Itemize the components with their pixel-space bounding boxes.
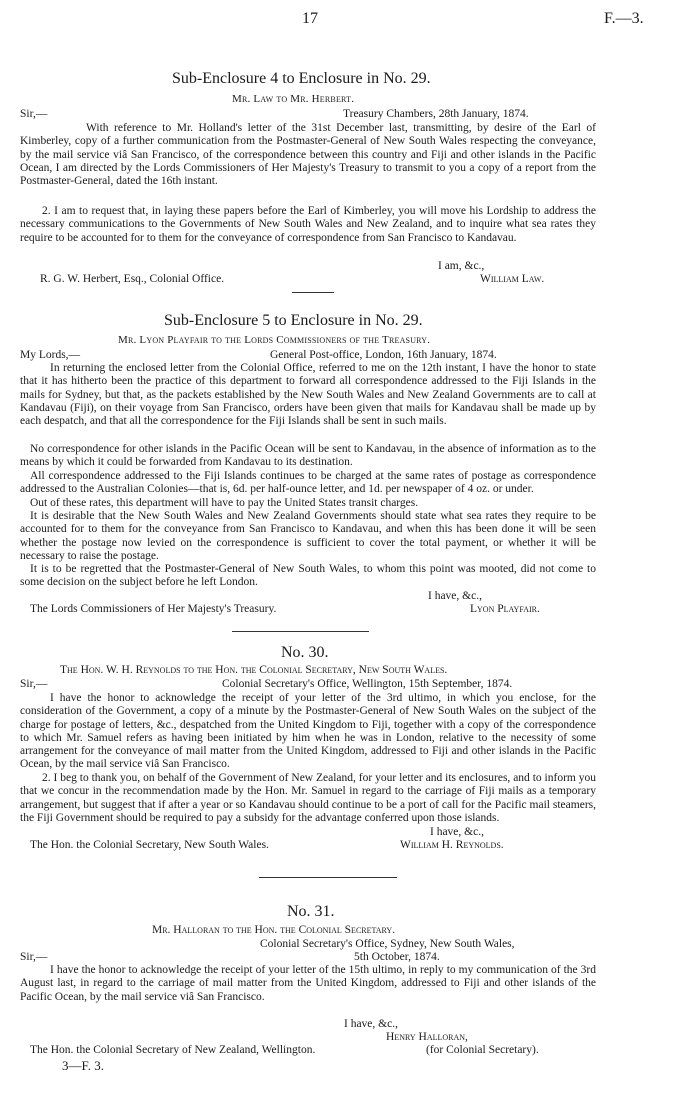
enc5-place-date: General Post-office, London, 16th January, 1874. [270, 349, 497, 361]
enc5-paragraph-2: No correspondence for other islands in the Pacific Ocean will be sent to Kandavau, in the absence of information as to the means by which it could be forwarded from Kandavau to its destination. [20, 443, 596, 469]
page-number: 17 [302, 10, 318, 27]
section-divider [259, 877, 397, 878]
enc4-closing: I am, &c., [438, 260, 485, 272]
no30-place-date: Colonial Secretary's Office, Wellington, 15th September, 1874. [222, 678, 513, 690]
no31-salutation: Sir,— [20, 951, 48, 963]
enc5-paragraph-1: In returning the enclosed letter from the Colonial Office, referred to me on the 12th instant, I have the honor to state that it has hitherto been the practice of this department to forward all correspondence addressed to the Fiji Islands in the mails for Sydney, but that, as the packets established by the New South Wales and New Zealand Governments are to call at Kandavau (Fiji), on their voyage from San Francisco, orders have been given that mails for Kandavau shall be made up by each despatch, and that all the correspondence for the Fiji Islands shall be sent in such mails. [20, 362, 596, 428]
enc4-paragraph-2: 2. I am to request that, in laying these papers before the Earl of Kimberley, you will move his Lordship to address the necessary communications to the Governments of New South Wales and New Zealand, and to inquire what sea rates they require to be accounted for to them for the conveyance of correspondence from San Francisco to Kandavau. [20, 205, 596, 244]
enc5-closing: I have, &c., [428, 590, 482, 602]
enc5-addressee: The Lords Commissioners of Her Majesty's Treasury. [30, 603, 277, 615]
enc4-paragraph-1: With reference to Mr. Holland's letter of the 31st December last, transmitting, by desire of the Earl of Kimberley, copy of a further communication from the Postmaster-General of New South Wales respecting the conveyance, by the mail service viâ San Francisco, of the correspondence between this country and Fiji and other islands in the Pacific Ocean, I am directed by the Lords Commissioners of Her Majesty's Treasury to transmit to you a copy of a report from the Postmaster-General, dated the 16th instant. [20, 122, 596, 188]
no30-closing: I have, &c., [430, 826, 484, 838]
no31-paragraph-1: I have the honor to acknowledge the receipt of your letter of the 15th ultimo, in reply to my communication of the 3rd August last, in regard to the carriage of mail matter from the United Kingdom, addressed to Fiji and other islands of the Pacific Ocean, by the mail service viâ San Francisco. [20, 964, 596, 1003]
enc4-subtitle: Mr. Law to Mr. Herbert. [232, 93, 355, 105]
sheet-mark: 3—F. 3. [62, 1058, 104, 1073]
no30-title: No. 30. [281, 644, 329, 661]
no31-date: 5th October, 1874. [354, 951, 440, 963]
no31-closing: I have, &c., [344, 1018, 398, 1030]
no31-subtitle: Mr. Halloran to the Hon. the Colonial Secretary. [152, 924, 396, 936]
enc4-salutation: Sir,— [20, 108, 48, 120]
no31-signature: Henry Halloran, [386, 1031, 468, 1043]
no30-signature: William H. Reynolds. [400, 839, 504, 851]
no30-salutation: Sir,— [20, 678, 48, 690]
no31-place: Colonial Secretary's Office, Sydney, New South Wales, [260, 938, 515, 950]
enc5-salutation: My Lords,— [20, 349, 81, 361]
enc5-paragraph-5: It is desirable that the New South Wales and New Zealand Governments should state what sea rates they require to be accounted for to them for the conveyance from San Francisco to Kandavau, and when this has been done it will be seen whether the postage now levied on the correspondence is sufficient to cover the total payment, or whether it will be necessary to raise the postage. [20, 510, 596, 562]
enc5-paragraph-4: Out of these rates, this department will have to pay the United States transit charges. [30, 497, 419, 509]
section-divider [292, 292, 334, 293]
enc5-subtitle: Mr. Lyon Playfair to the Lords Commissioners of the Treasury. [118, 334, 431, 346]
enc4-addressee: R. G. W. Herbert, Esq., Colonial Office. [40, 273, 225, 285]
enc4-signature: William Law. [480, 273, 545, 285]
enc5-title: Sub-Enclosure 5 to Enclosure in No. 29. [164, 312, 423, 329]
enc4-place-date: Treasury Chambers, 28th January, 1874. [343, 108, 529, 120]
no31-addressee: The Hon. the Colonial Secretary of New Zealand, Wellington. [30, 1044, 316, 1056]
no30-paragraph-2: 2. I beg to thank you, on behalf of the Government of New Zealand, for your letter and its enclosures, and to inform you that we concur in the recommendation made by the Hon. Mr. Samuel in regard to the carriage of Fiji mails as a temporary arrangement, but suggest that if after a year or so Kandavau should continue to be a port of call for the Pacific mail steamers, the Fiji Government should be required to pay a subsidy for the advantage conferred upon those islands. [20, 772, 596, 824]
document-reference: F.—3. [604, 10, 644, 27]
enc4-title: Sub-Enclosure 4 to Enclosure in No. 29. [172, 70, 431, 87]
enc5-paragraph-6: It is to be regretted that the Postmaster-General of New South Wales, to whom this point was mooted, did not come to some decision on the subject before he left London. [20, 563, 596, 589]
enc5-paragraph-3: All correspondence addressed to the Fiji Islands continues to be charged at the same rates of postage as correspondence addressed to the Australian Colonies—that is, 6d. per half-ounce letter, and 1d. per newspaper of 4 oz. or under. [20, 470, 596, 496]
no31-title: No. 31. [287, 903, 335, 920]
section-divider [232, 631, 369, 632]
enc5-signature: Lyon Playfair. [470, 603, 540, 615]
no30-addressee: The Hon. the Colonial Secretary, New South Wales. [30, 839, 269, 851]
no30-paragraph-1: I have the honor to acknowledge the receipt of your letter of the 3rd ultimo, in which you enclose, for the consideration of the Government, a copy of a minute by the Postmaster-General of New South Wales on the subject of the charge for postage of letters, &c., despatched from the United Kingdom to Fiji, together with a copy of the correspondence to which Mr. Samuel refers as having been initiated by him when he was in London, relative to the necessity of some arrangement for the conveyance of mail matter from the United Kingdom, addressed to Fiji and other islands in the Pacific Ocean, by the mail service viâ San Francisco. [20, 692, 596, 771]
no30-subtitle: The Hon. W. H. Reynolds to the Hon. the Colonial Secretary, New South Wales. [60, 664, 448, 676]
no31-signature-note: (for Colonial Secretary). [426, 1044, 539, 1056]
